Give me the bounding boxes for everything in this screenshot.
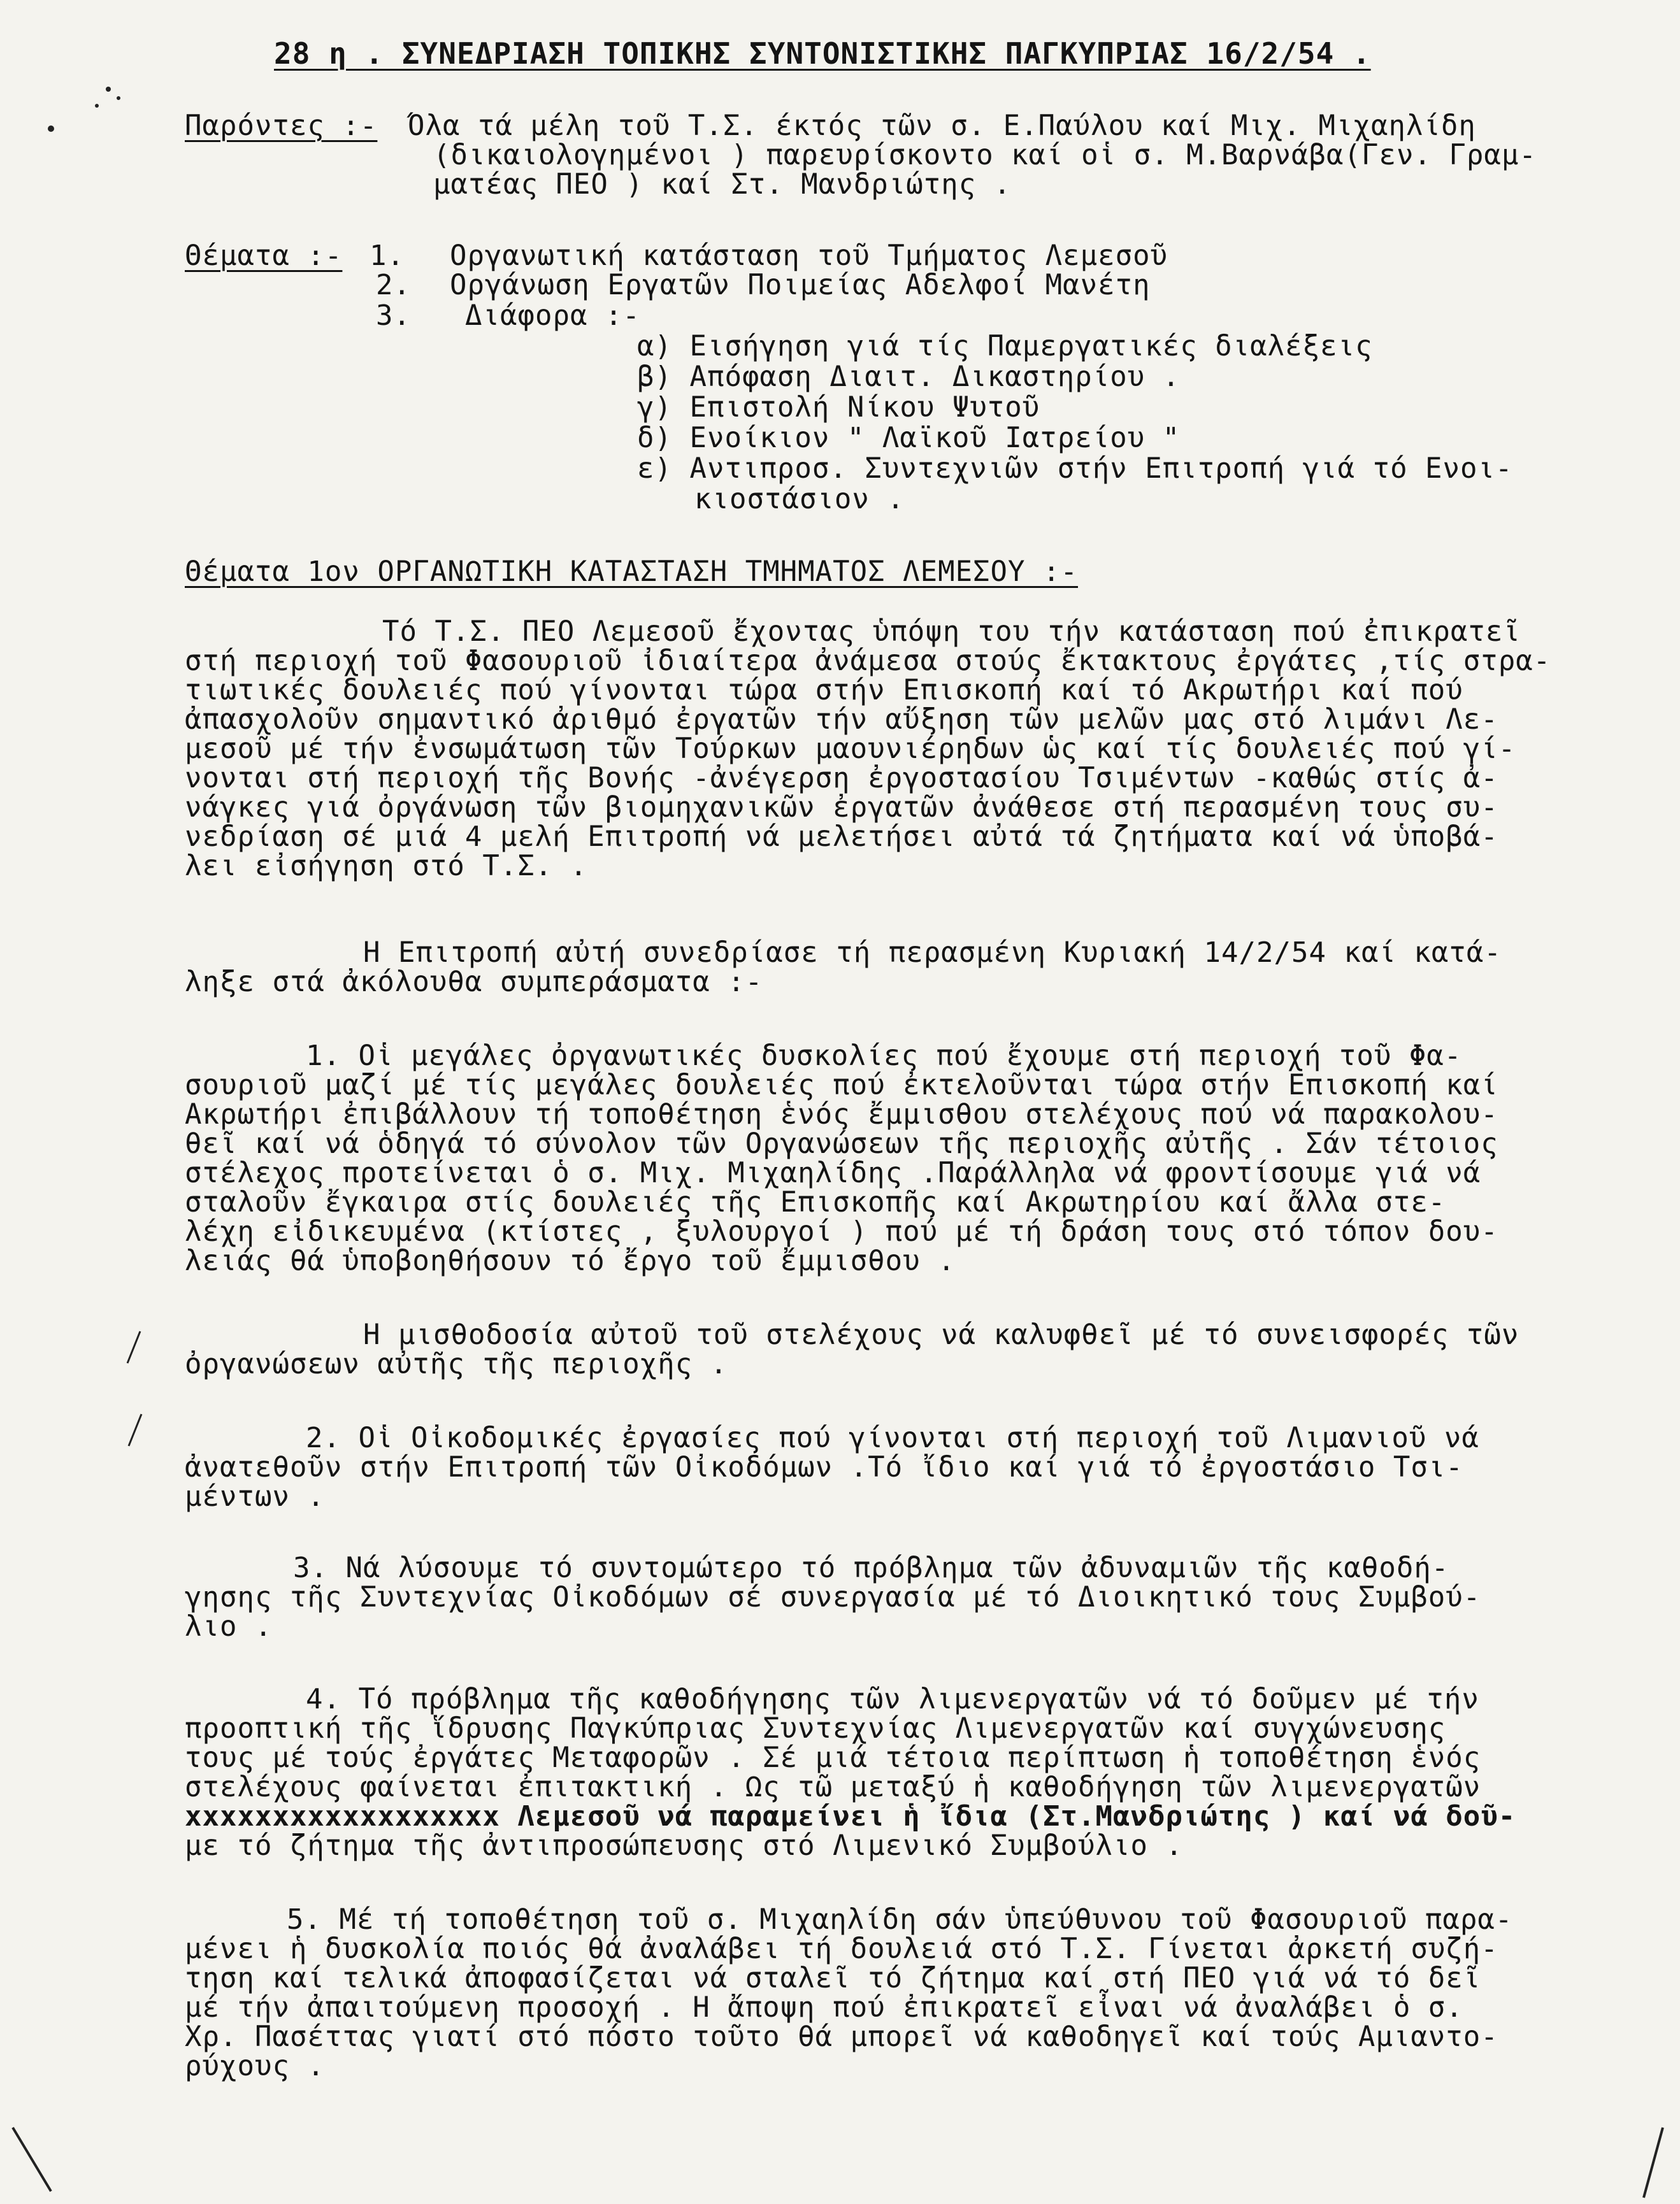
point1b-line: ὀργανώσεων αὐτῆς τῆς περιοχῆς .	[185, 1348, 728, 1380]
intro-line: ἀπασχολοῦν σημαντικό ἀριθμό ἐργατῶν τήν αὔξηση τῶν μελῶν μας στό λιμάνι Λε-	[185, 703, 1498, 736]
topic-text: Οργάνωση Εργατῶν Ποιμείας Αδελφοί Μανέτη	[450, 269, 1151, 301]
intro-line: μεσοῦ μέ τήν ἐνσωμάτωση τῶν Τούρκων μαουνιέρηδων ὡς καί τίς δουλειές πού γί-	[185, 733, 1516, 765]
meeting-line: Η Επιτροπή αὐτή συνεδρίασε τή περασμένη Κυριακή 14/2/54 καί κατά-	[363, 936, 1502, 969]
present-line: ματέας ΠΕΟ ) καί Στ. Μανδριώτης .	[433, 168, 1012, 201]
topic-text: Διάφορα :-	[465, 299, 640, 332]
corner-mark	[1631, 2121, 1676, 2204]
point3-line: λιο .	[185, 1610, 273, 1643]
topic-number: 3.	[376, 299, 411, 332]
point5-line: Χρ. Πασέττας γιατί στό πόστο τοῦτο θά μπορεῖ νά καθοδηγεῖ καί τούς Αμιαντο-	[185, 2021, 1498, 2053]
sub-topic: κιοστάσιον .	[694, 483, 905, 515]
intro-line: νεδρίαση σέ μιά 4 μελή Επιτροπή νά μελετήσει αὐτά τά ζητήματα καί νά ὑποβά-	[185, 820, 1498, 853]
intro-line: στή περιοχή τοῦ Φασουριοῦ ἰδιαίτερα ἀνάμεσα στούς ἔκτακτους ἐργάτες ,τίς στρα-	[185, 645, 1551, 677]
intro-line: τιωτικές δουλειές πού γίνονται τώρα στήν Επισκοπή καί τό Ακρωτήρι καί πού	[185, 674, 1463, 706]
point2-line: ἀνατεθοῦν στήν Επιτροπή τῶν Οἰκοδόμων .Τό ἴδιο καί γιά τό ἐργοστάσιο Τσι-	[185, 1451, 1463, 1484]
point3-line: 3. Νά λύσουμε τό συντομώτερο τό πρόβλημα τῶν ἀδυναμιῶν τῆς καθοδή-	[293, 1552, 1449, 1584]
point4-line: με τό ζήτημα τῆς ἀντιπροσώπευσης στό Λιμενικό Συμβούλιο .	[185, 1829, 1183, 1862]
point1-line: σουριοῦ μαζί μέ τίς μεγάλες δουλειές πού ἐκτελοῦνται τώρα στήν Επισκοπή καί	[185, 1069, 1498, 1101]
sub-topic: α) Εισήγηση γιά τίς Παμεργατικές διαλέξεις	[637, 330, 1373, 362]
point4-line: 4. Τό πρόβλημα τῆς καθοδήγησης τῶν λιμενεργατῶν νά τό δοῦμεν μέ τήν	[306, 1683, 1479, 1715]
point1-line: σταλοῦν ἔγκαιρα στίς δουλειές τῆς Επισκοπῆς καί Ακρωτηρίου καί ἄλλα στε-	[185, 1186, 1446, 1219]
point2-line: μέντων .	[185, 1480, 325, 1513]
sub-topic: ε) Αντιπροσ. Συντεχνιῶν στήν Επιτροπή γιά τό Ενοι-	[637, 452, 1513, 485]
point1-line: θεῖ καί νά ὁδηγά τό σύνολον τῶν Οργανώσεων τῆς περιοχῆς αὐτῆς . Σάν τέτοιος	[185, 1127, 1498, 1160]
point5-line: μέ τήν ἀπαιτούμενη προσοχή . Η ἄποψη πού ἐπικρατεῖ εἶναι νά ἀναλάβει ὁ σ.	[185, 1991, 1463, 2024]
present-label: Παρόντες :-	[185, 110, 378, 142]
topic-number: 2.	[376, 269, 411, 301]
point5-line: ρύχους .	[185, 2050, 325, 2082]
scan-speck-marks	[38, 76, 127, 140]
topic-number: 1.	[370, 240, 405, 272]
margin-pencil-mark	[115, 1325, 153, 1452]
topic-text: Οργανωτική κατάσταση τοῦ Τμήματος Λεμεσοῦ	[450, 240, 1168, 272]
point1-line: 1. Οἱ μεγάλες ὀργανωτικές δυσκολίες πού ἔχουμε στή περιοχή τοῦ Φα-	[306, 1040, 1462, 1072]
point4-line: τους μέ τούς ἐργάτες Μεταφορῶν . Σέ μιά τέτοια περίπτωση ἡ τοποθέτηση ἑνός	[185, 1742, 1481, 1774]
intro-line: Τό Τ.Σ. ΠΕΟ Λεμεσοῦ ἔχοντας ὑπόψη του τήν κατάσταση πού ἐπικρατεῖ	[382, 615, 1521, 648]
intro-line: νονται στή περιοχή τῆς Βονής -ἀνέγερση ἐργοστασίου Τσιμέντων -καθώς στίς ἀ-	[185, 762, 1498, 794]
point1-line: λειάς θά ὑποβοηθήσουν τό ἔργο τοῦ ἔμμισθου .	[185, 1245, 956, 1277]
sub-topic: γ) Επιστολή Νίκου Ψυτοῦ	[637, 391, 1040, 424]
corner-mark	[6, 2121, 64, 2204]
present-line: (δικαιολογημένοι ) παρευρίσκοντο καί οἱ σ. Μ.Βαρνάβα(Γεν. Γραμ-	[433, 139, 1537, 171]
point4-line: στελέχους φαίνεται ἐπιτακτική . Ως τῶ μεταξύ ἡ καθοδήγηση τῶν λιμενεργατῶν	[185, 1771, 1481, 1803]
sub-topic: β) Απόφαση Διαιτ. Δικαστηρίου .	[637, 361, 1181, 393]
intro-line: λει εἰσήγηση στό Τ.Σ. .	[185, 850, 588, 882]
point5-line: τηση καί τελικά ἀποφασίζεται νά σταλεῖ τό ζήτημα καί στή ΠΕΟ γιά νά τό δεῖ	[185, 1962, 1481, 1994]
section-heading: Θέματα 1ον ΟΡΓΑΝΩΤΙΚΗ ΚΑΤΑΣΤΑΣΗ ΤΜΗΜΑΤΟΣ ΛΕΜΕΣΟΥ :-	[185, 555, 1079, 588]
point1-line: λέχη εἰδικευμένα (κτίστες , ξυλουργοί ) πού μέ τή δράση τους στό τόπον δου-	[185, 1215, 1498, 1248]
point5-line: 5. Μέ τή τοποθέτηση τοῦ σ. Μιχαηλίδη σάν ὑπεύθυνου τοῦ Φασουριοῦ παρα-	[287, 1903, 1513, 1936]
point5-line: μένει ἡ δυσκολία ποιός θά ἀναλάβει τή δουλειά στό Τ.Σ. Γίνεται ἀρκετή συζή-	[185, 1933, 1498, 1965]
document-title: 28 η . ΣΥΝΕΔΡΙΑΣΗ ΤΟΠΙΚΗΣ ΣΥΝΤΟΝΙΣΤΙΚΗΣ ΠΑΓΚΥΠΡΙΑΣ 16/2/54 .	[274, 36, 1371, 71]
point1-line: Ακρωτήρι ἐπιβάλλουν τή τοποθέτηση ἑνός ἔμμισθου στελέχους πού νά παρακολου-	[185, 1098, 1498, 1131]
point1-line: στέλεχος προτείνεται ὁ σ. Μιχ. Μιχαηλίδης .Παράλληλα νά φροντίσουμε γιά νά	[185, 1157, 1481, 1189]
present-line: Όλα τά μέλη τοῦ Τ.Σ. έκτός τῶν σ. Ε.Παύλου καί Μιχ. Μιχαηλίδη	[408, 110, 1476, 142]
point2-line: 2. Οἱ Οἰκοδομικές ἐργασίες πού γίνονται στή περιοχή τοῦ Λιμανιοῦ νά	[306, 1422, 1479, 1454]
intro-line: νάγκες γιά ὀργάνωση τῶν βιομηχανικῶν ἐργατῶν ἀνάθεσε στή περασμένη τους συ-	[185, 791, 1498, 824]
sub-topic: δ) Ενοίκιον " Λαϊκοῦ Ιατρείου "	[637, 422, 1181, 454]
point3-line: γησης τῆς Συντεχνίας Οἰκοδόμων σέ συνεργασία μέ τό Διοικητικό τους Συμβού-	[185, 1581, 1481, 1614]
point4-line-struck: xxxxxxxxxxxxxxxxxx Λεμεσοῦ νά παραμείνει ἡ ἴδια (Στ.Μανδριώτης ) καί νά δοῦ-	[185, 1800, 1516, 1833]
point1b-line: Η μισθοδοσία αὐτοῦ τοῦ στελέχους νά καλυφθεῖ μέ τό συνεισφορές τῶν	[363, 1319, 1519, 1351]
point4-line: προοπτική τῆς ἵδρυσης Παγκύπριας Συντεχνίας Λιμενεργατῶν καί συγχώνευσης	[185, 1712, 1446, 1745]
topics-label: Θέματα :-	[185, 240, 343, 272]
meeting-line: ληξε στά ἀκόλουθα συμπεράσματα :-	[185, 966, 763, 998]
